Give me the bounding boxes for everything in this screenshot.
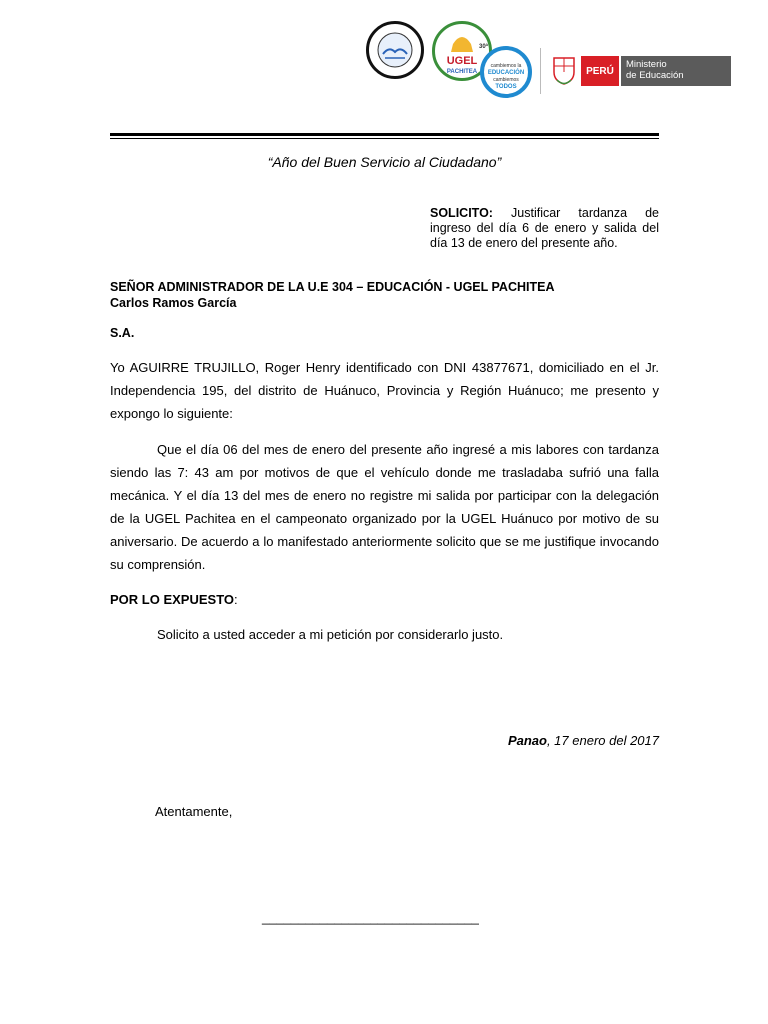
salutation: S.A.: [110, 326, 135, 340]
paragraph-body: Que el día 06 del mes de enero del presente año ingresé a mis labores con tardanza siendo las 7: 43 am por motivos de que el vehículo donde me trasladaba sufrió una falla mecánica. Y el día 13 del mes de enero no registre mi salida por participar con la delegación de la UGEL Pachitea en el campeonato organizado por la UGEL Huánuco por motivo de su aniversario. De acuerdo a lo manifestado anteriormente solicito que se me justifique invocando su comprensión.: [110, 442, 659, 572]
addressee-name: Carlos Ramos García: [110, 296, 237, 310]
solicito-label: SOLICITO:: [430, 206, 493, 220]
ugel-logo-text: UGEL: [446, 55, 478, 67]
svg-text:cambiemos la: cambiemos la: [490, 63, 522, 69]
svg-text:TODOS: TODOS: [495, 84, 517, 90]
closing-request: Solicito a usted acceder a mi petición por considerarlo justo.: [157, 627, 504, 642]
peru-label: PERÚ: [581, 56, 619, 86]
svg-text:30ª: 30ª: [479, 44, 488, 50]
por-lo-expuesto-label: POR LO EXPUESTO: [110, 592, 235, 607]
peru-coat-of-arms-icon: [551, 54, 577, 86]
addressee-line1: SEÑOR ADMINISTRADOR DE LA U.E 304 – EDUCACIÓN - UGEL PACHITEA: [110, 280, 555, 294]
header-rule-thin: [110, 138, 659, 139]
arrows-icon: [484, 50, 528, 94]
place-date: [400, 733, 659, 749]
book-icon: [369, 24, 421, 76]
svg-text:PACHITEA: PACHITEA: [446, 69, 478, 75]
regional-education-logo: [366, 21, 424, 79]
solicito-text: Justificar tardanza de ingreso del día 6 de enero y salida del día 13 de enero del presente año.: [430, 206, 659, 250]
signature-line: ______________________________: [262, 910, 479, 925]
date: , 17 enero del 2017: [546, 733, 659, 748]
place: Panao: [507, 733, 547, 748]
ministry-line1: Ministerio: [626, 59, 667, 70]
farewell: Atentamente,: [155, 804, 233, 819]
svg-text:EDUCACIÓN: EDUCACIÓN: [487, 70, 525, 76]
cambiemos-educacion-logo: [480, 46, 532, 98]
ministry-label: [621, 56, 731, 86]
header-rule-thick: [110, 133, 659, 136]
por-lo-expuesto: [110, 592, 238, 608]
year-motto: “Año del Buen Servicio al Ciudadano”: [267, 154, 502, 170]
solicito-block: [430, 206, 659, 251]
svg-text:cambiemos: cambiemos: [493, 77, 519, 83]
ministry-line2: de Educación: [626, 70, 684, 81]
paragraph-intro: Yo AGUIRRE TRUJILLO, Roger Henry identificado con DNI 43877671, domiciliado en el Jr. Independencia 195, del distrito de Huánuco, Provincia y Región Huánuco; me presento y expongo lo siguiente:: [110, 360, 659, 421]
por-lo-expuesto-colon: :: [234, 592, 238, 607]
logo-separator: [540, 48, 541, 94]
